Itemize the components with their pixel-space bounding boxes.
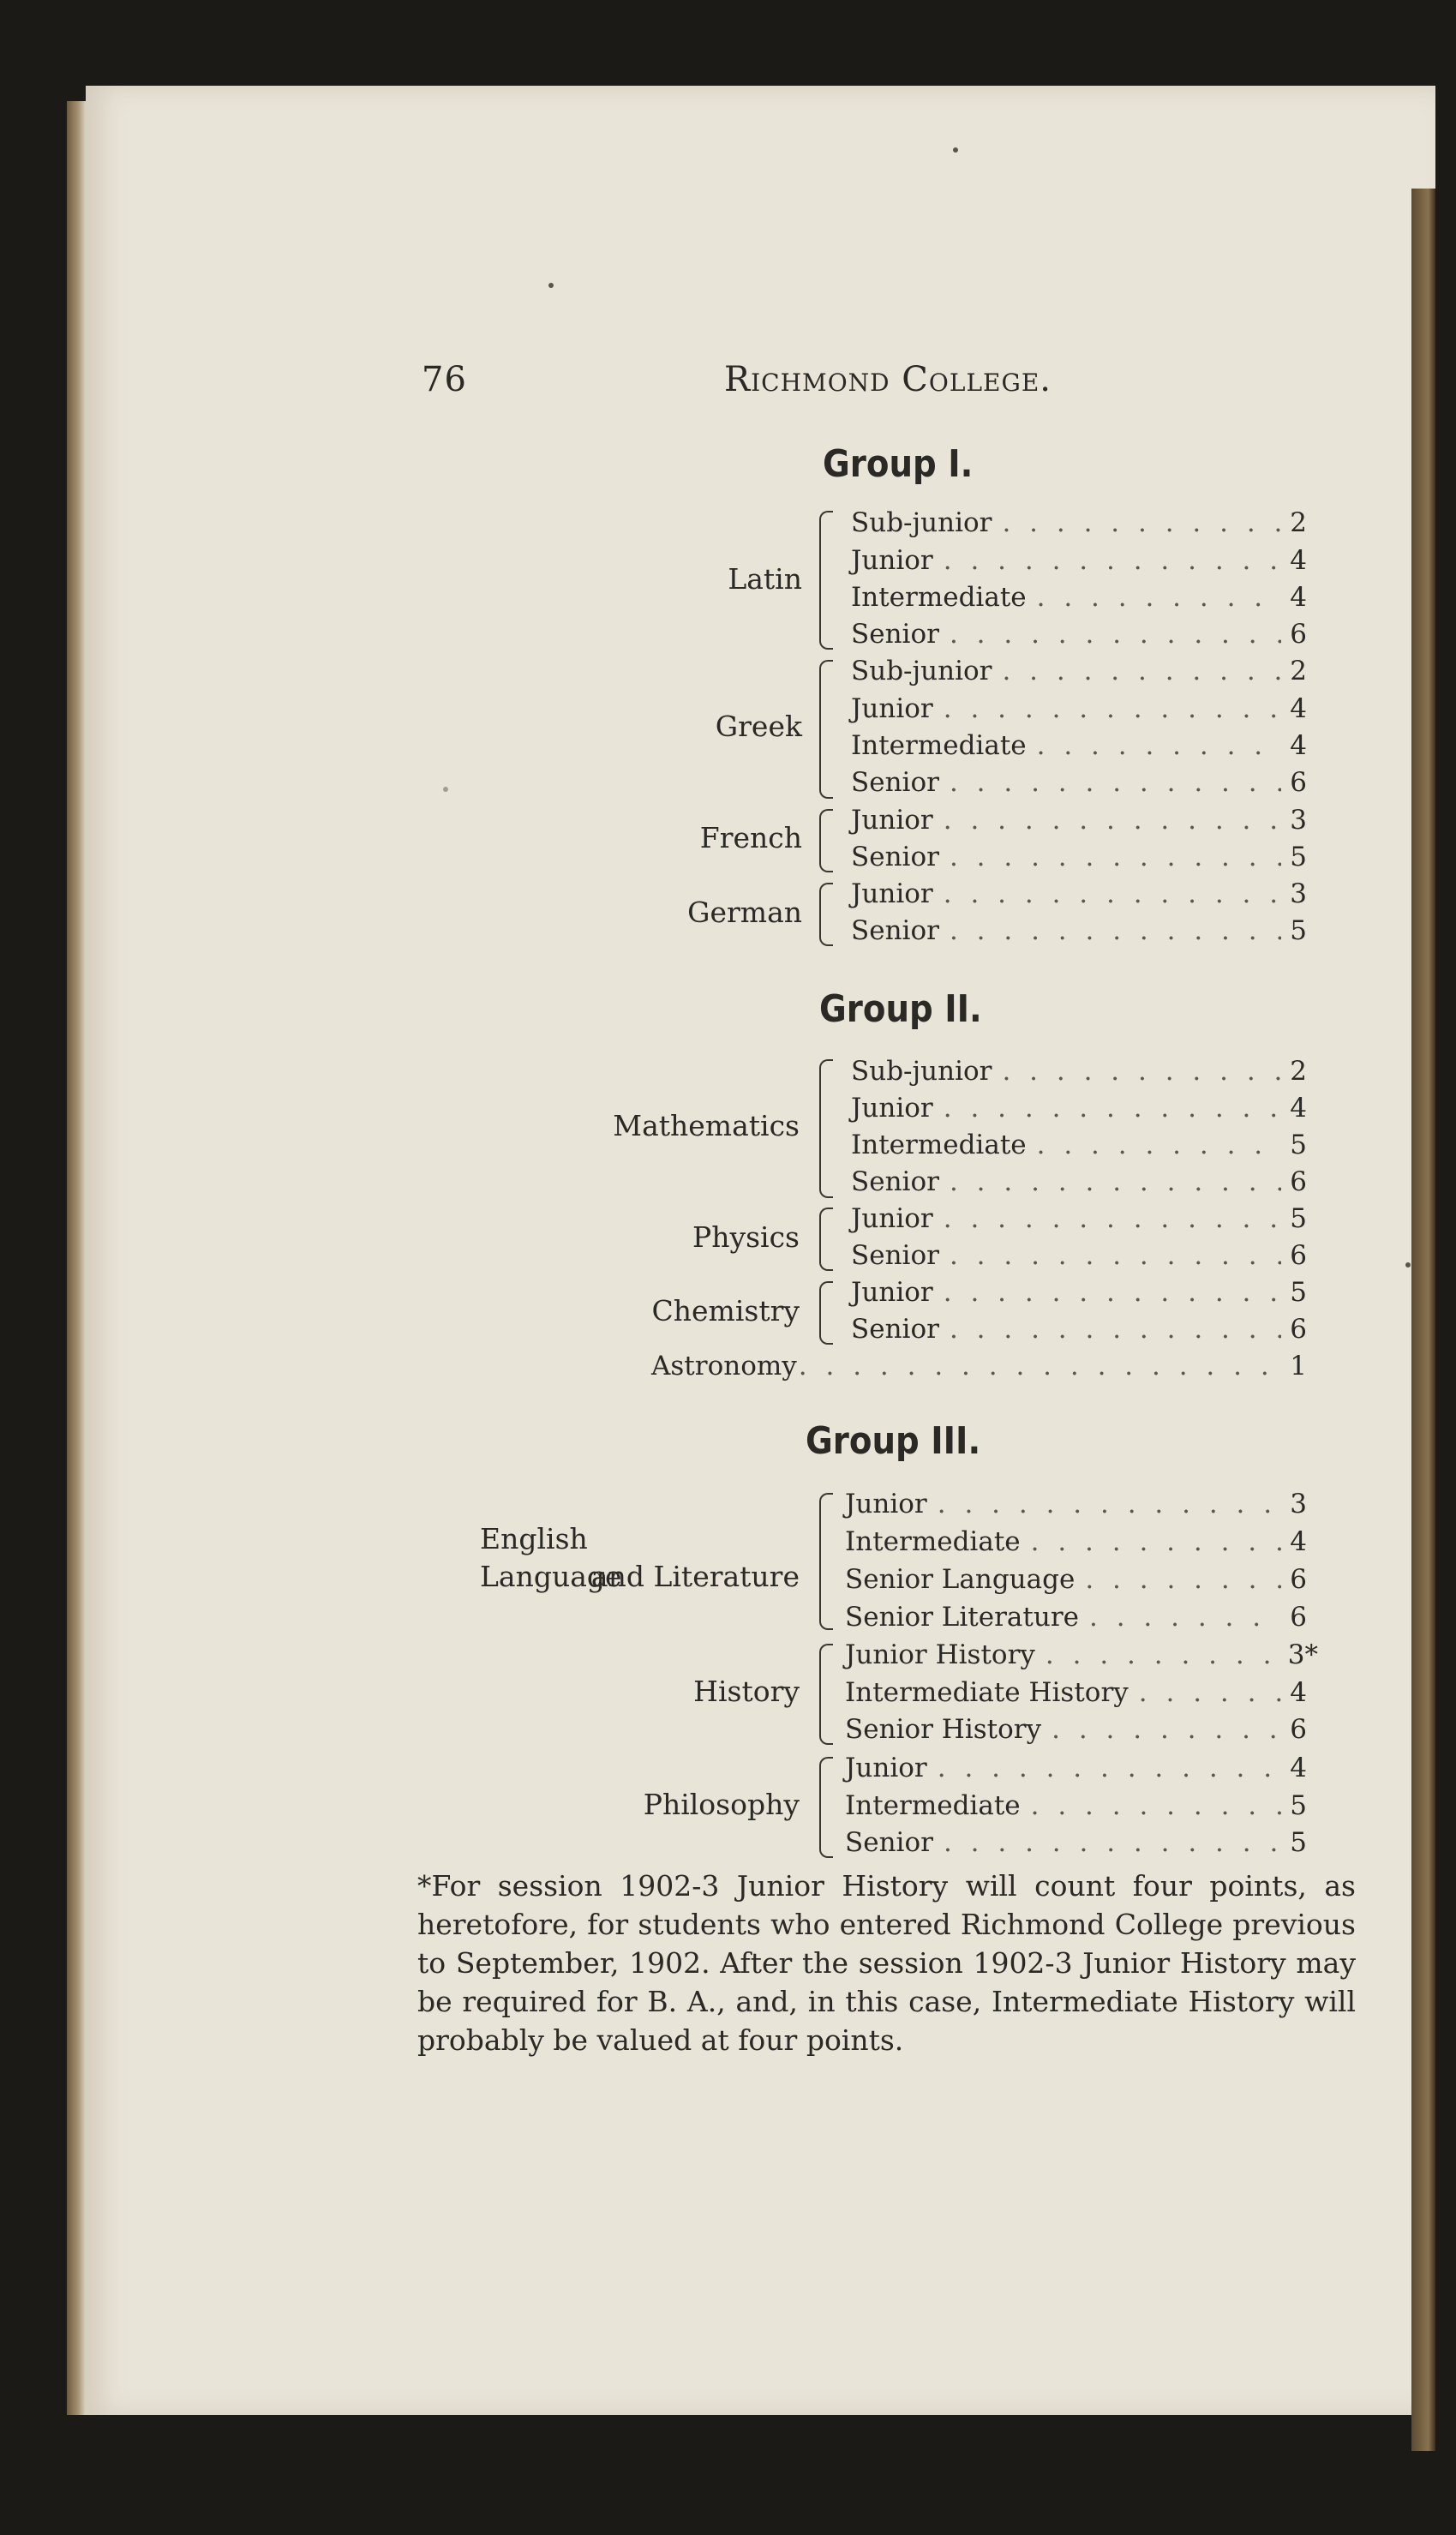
course-row: Junior . . . 4 (851, 1089, 1307, 1127)
course-row: Senior . . . 6 (851, 1163, 1307, 1201)
subject-name: English Language (480, 1522, 622, 1593)
course-row: Intermediate . . . 5 (851, 1126, 1307, 1164)
course-row: Astronomy . . . 1 (651, 1347, 1307, 1385)
course-row: Sub-junior . . . 2 (851, 504, 1307, 542)
course-row: Junior . . . 3 (845, 1485, 1307, 1523)
course-row: Junior . . . 3 (851, 875, 1307, 913)
course-row: Intermediate . . . 4 (845, 1523, 1307, 1561)
course-row: Sub-junior . . . 2 (851, 652, 1307, 690)
course-row: Senior . . . 6 (851, 1310, 1307, 1348)
course-row: Senior Language . . . 6 (845, 1561, 1307, 1598)
running-title: Richmond College. (724, 360, 1052, 399)
course-row: Junior . . . 4 (851, 542, 1307, 579)
course-row: Junior . . . 5 (851, 1273, 1307, 1311)
course-row: Senior . . . 5 (845, 1824, 1307, 1861)
brace (819, 660, 833, 799)
course-row: Intermediate . . . 5 (845, 1787, 1307, 1825)
course-row: Sub-junior . . . 2 (851, 1052, 1307, 1090)
subject-name: Greek (715, 710, 802, 743)
course-row: Intermediate . . . 4 (851, 727, 1307, 764)
course-row: Senior . . . 6 (851, 764, 1307, 801)
group-title: Group II. (819, 987, 982, 1031)
subject-name: Mathematics (613, 1109, 800, 1142)
brace (819, 1644, 833, 1745)
page-number: 76 (422, 360, 467, 399)
paper-speck (953, 147, 958, 153)
brace (819, 1208, 833, 1271)
footnote: *For session 1902-3 Junior History will count four points, as heretofore, for students who entered Richmond College previous to September, 1902. After the session 1902-3 Junior History may be required for B. A., and, in this case, Intermediate History will probably be valued at four points. (417, 1869, 1356, 2057)
course-row: Senior . . . 6 (851, 1237, 1307, 1274)
course-row: Senior History . . . 6 (845, 1711, 1307, 1748)
subject-name: History (693, 1675, 800, 1708)
paper-speck (443, 787, 448, 792)
brace (819, 809, 833, 872)
brace (819, 1757, 833, 1858)
course-row: Senior Literature . . . 6 (845, 1598, 1307, 1636)
facing-page-edge (1411, 189, 1435, 2451)
course-row: Junior . . . 4 (851, 690, 1307, 728)
course-row: Junior . . . 4 (845, 1749, 1307, 1787)
course-row: Junior . . . 3 (851, 801, 1307, 839)
course-row: Senior . . . 5 (851, 912, 1307, 950)
subject-name: Latin (728, 562, 802, 596)
brace (819, 511, 833, 650)
subject-name: Philosophy (643, 1788, 800, 1821)
subject-name: Chemistry (651, 1294, 800, 1327)
brace (819, 1281, 833, 1345)
paper-speck (1405, 1262, 1411, 1268)
brace (819, 1493, 833, 1630)
subject-name: and Literature (590, 1560, 800, 1593)
course-row: Senior . . . 6 (851, 615, 1307, 653)
group-title: Group I. (823, 442, 974, 486)
course-row: Junior . . . 5 (851, 1200, 1307, 1238)
paper-speck (548, 283, 554, 288)
book-spine-edge (67, 101, 86, 2415)
subject-name: German (687, 896, 802, 929)
course-row: Intermediate History . . . 4 (845, 1674, 1307, 1711)
brace (819, 883, 833, 946)
course-row: Junior History . . . 3* (845, 1636, 1318, 1674)
subject-name: Physics (692, 1220, 800, 1254)
course-row: Intermediate . . . 4 (851, 578, 1307, 616)
brace (819, 1059, 833, 1198)
course-row: Senior . . . 5 (851, 838, 1307, 876)
subject-name: French (699, 821, 802, 854)
group-title: Group III. (806, 1419, 981, 1463)
